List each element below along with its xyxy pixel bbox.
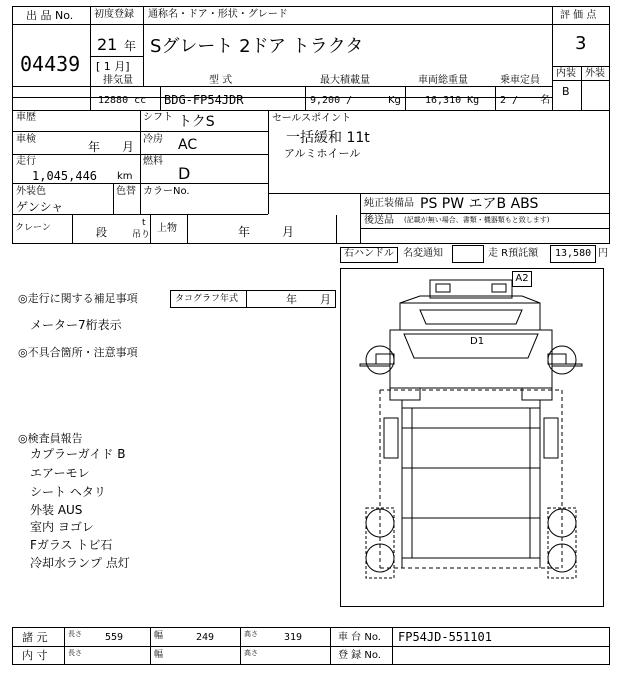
defects-title: ◎不具合箇所・注意事項 [18, 346, 138, 359]
supplement-title: ◎走行に関する補足事項 [18, 292, 138, 305]
interior-label: 内装 [556, 68, 576, 79]
mileage-unit: km [117, 171, 133, 182]
sales-point-line2: アルミホイール [284, 147, 361, 160]
truck-diagram [340, 268, 602, 605]
max-load-value: 9,200 / [310, 95, 353, 106]
equipment-label: 純正装備品 [364, 198, 414, 209]
sales-point-label: セールスポイント [272, 113, 352, 124]
aftermarket-label: 後送品 [364, 215, 394, 226]
model-value: BDG-FP54JDR [164, 93, 244, 107]
inspector-item: シート ヘタリ [30, 485, 106, 499]
inner-width-label: 幅 [154, 650, 164, 660]
aftermarket-note: (記載が無い場合、書類・機器類もと致します) [404, 216, 550, 224]
chassis-value: FP54JD-551101 [398, 630, 492, 644]
displacement-value: 12880 cc [98, 95, 147, 106]
upper-month: 月 [282, 225, 295, 239]
damage-mark-a2: A2 [512, 271, 532, 287]
first-reg-label: 初度登録 [94, 9, 134, 20]
inspector-item: Fガラス トビ石 [30, 538, 113, 552]
crane-t: t [142, 218, 146, 228]
max-load-label: 最大積載量 [320, 75, 370, 86]
aircon-value: AC [178, 137, 198, 153]
reg-month: [ 1 月] [96, 60, 130, 73]
equipment-value: PS PW エアB ABS [420, 196, 539, 212]
inspector-item: 外装 AUS [30, 503, 83, 517]
reg-year: 21 [97, 35, 118, 54]
shift-label: シフト [143, 112, 173, 123]
reg-year-unit: 年 [124, 39, 137, 53]
chassis-label: 車 台 No. [338, 632, 381, 643]
vehicle-name: Sグレート 2ドア トラクタ [150, 36, 364, 57]
aircon-label: 冷房 [143, 134, 163, 145]
inner-label: 内 寸 [22, 649, 48, 662]
length-label: 長さ [68, 630, 82, 638]
lot-number: 04439 [20, 52, 81, 76]
upper-year: 年 [238, 225, 251, 239]
tacho-label: タコグラフ年式 [175, 294, 239, 304]
length-value: 559 [105, 632, 124, 643]
crane-label: クレーン [15, 223, 51, 233]
max-load-unit: Kg [388, 95, 401, 106]
sales-point-line1: 一括緩和 11t [286, 130, 370, 146]
shift-value: トクS [178, 114, 215, 130]
inspector-item: カプラーガイド B [30, 447, 126, 461]
height-label: 高さ [244, 630, 258, 638]
deposit-unit: 円 [598, 248, 608, 259]
capacity-value: 2 / [500, 95, 519, 106]
inspector-item: 室内 ヨゴレ [30, 520, 94, 534]
width-label: 幅 [154, 631, 164, 641]
tacho-month: 月 [320, 293, 331, 306]
gross-weight-label: 車両総重量 [418, 75, 468, 86]
capacity-unit: 名 [540, 95, 550, 106]
capacity-label: 乗車定員 [500, 75, 540, 86]
color-label: 外装色 [16, 186, 46, 197]
inner-length-label: 長さ [68, 649, 82, 657]
reg-no-label: 登 録 No. [338, 650, 381, 661]
color-no-label: カラーNo. [143, 186, 190, 197]
inspection-year: 年 [88, 140, 101, 154]
mileage-check-label: 走 R預託額 [488, 248, 539, 259]
mileage-label: 走行 [16, 156, 36, 167]
color-replace-label: 色替 [116, 186, 136, 197]
interior-grade: B [562, 85, 570, 98]
upper-label: 上物 [157, 223, 177, 234]
deposit-value: 13,580 [555, 248, 592, 259]
name-change-box [452, 245, 484, 263]
gross-weight-value: 16,310 Kg [425, 95, 480, 106]
displacement-label: 排気量 [103, 75, 133, 86]
name-change-label: 名変通知 [403, 248, 443, 259]
grade-label: 評 価 点 [560, 10, 597, 21]
inspection-label: 車検 [16, 134, 36, 145]
dims-label: 諸 元 [22, 631, 48, 644]
height-value: 319 [284, 632, 303, 643]
history-label: 車歴 [16, 112, 36, 123]
fuel-value: D [178, 164, 191, 183]
lot-label: 出 品 No. [26, 9, 74, 22]
inspection-month: 月 [122, 140, 135, 154]
steering-value: 右ハンドル [344, 248, 394, 259]
vehicle-name-label: 通称名・ドア・形状・グレード [148, 9, 288, 20]
inspector-item: 冷却水ランプ 点灯 [30, 556, 130, 570]
inspector-title: ◎検査員報告 [18, 432, 83, 445]
inner-height-label: 高さ [244, 649, 258, 657]
mileage-value: 1,045,446 [32, 169, 98, 183]
inspector-item: エアーモレ [30, 466, 90, 480]
color-value: ゲンシャ [16, 200, 64, 214]
crane-suspend: 吊り [132, 230, 151, 240]
exterior-label: 外装 [585, 68, 605, 79]
width-value: 249 [196, 632, 215, 643]
model-label: 型 式 [209, 75, 233, 86]
supplement-text: メーター7桁表示 [30, 318, 122, 332]
damage-mark-d1: D1 [470, 336, 485, 347]
fuel-label: 燃料 [143, 156, 163, 167]
crane-stage: 段 [96, 226, 107, 239]
overall-grade: 3 [575, 33, 587, 54]
tacho-year: 年 [286, 293, 297, 306]
